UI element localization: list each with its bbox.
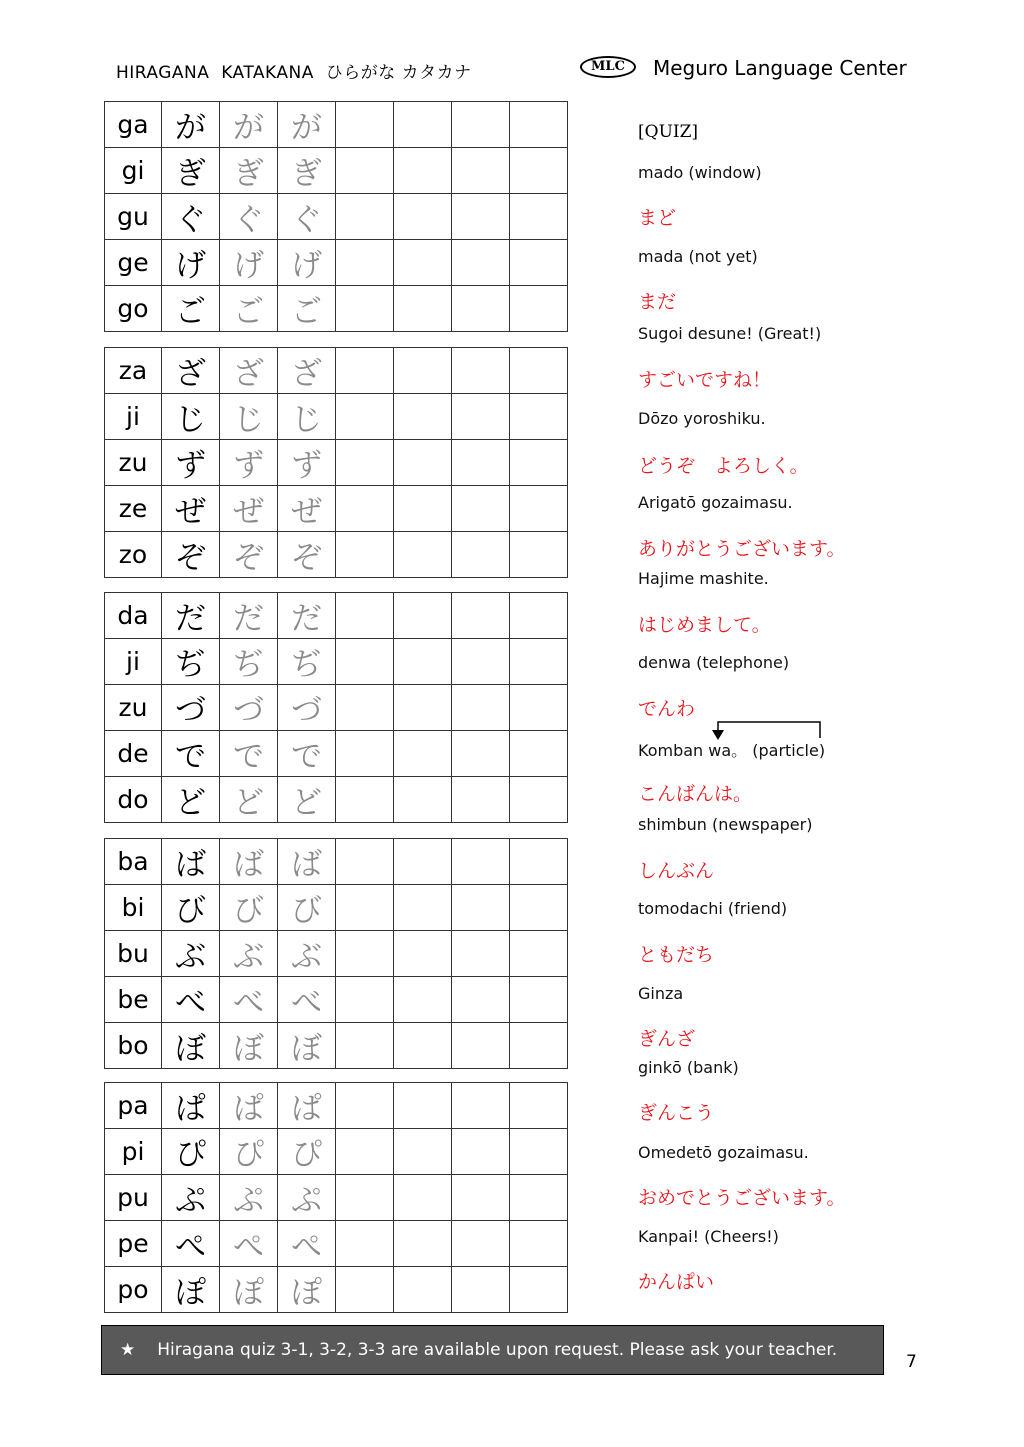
kana-cell: ぶ: [162, 931, 220, 977]
practice-box: [510, 1221, 568, 1267]
practice-box: [510, 1129, 568, 1175]
quiz-prompt: Dōzo yoroshiku.: [638, 409, 766, 428]
practice-box: [510, 102, 568, 148]
romaji-cell: za: [105, 348, 162, 394]
practice-box: [336, 1129, 394, 1175]
kana-cell: ぴ: [162, 1129, 220, 1175]
kana-trace-cell: ぞ: [220, 532, 278, 578]
kana-cell: だ: [162, 593, 220, 639]
romaji-cell: pu: [105, 1175, 162, 1221]
brand-name: Meguro Language Center: [653, 56, 907, 80]
practice-box: [452, 777, 510, 823]
romaji-cell: bi: [105, 885, 162, 931]
romaji-cell: zu: [105, 685, 162, 731]
kana-cell: ぱ: [162, 1083, 220, 1129]
practice-box: [452, 240, 510, 286]
kana-cell: ず: [162, 440, 220, 486]
table-row: [105, 685, 568, 731]
kana-trace-cell: び: [220, 885, 278, 931]
kana-trace-cell: ぼ: [220, 1023, 278, 1069]
table-row: [105, 440, 568, 486]
practice-box: [336, 148, 394, 194]
practice-box: [394, 593, 452, 639]
table-row: [105, 194, 568, 240]
practice-box: [510, 486, 568, 532]
kana-cell: ご: [162, 286, 220, 332]
romaji-cell: pa: [105, 1083, 162, 1129]
practice-box: [336, 1221, 394, 1267]
practice-box: [510, 348, 568, 394]
kana-trace-cell: ど: [220, 777, 278, 823]
practice-box: [336, 839, 394, 885]
footer-note: Hiragana quiz 3-1, 3-2, 3-3 are available upon request. Please ask your teacher.: [157, 1340, 838, 1360]
kana-trace-cell: ぞ: [278, 532, 336, 578]
practice-box: [336, 240, 394, 286]
quiz-answer-kana: こんばんは。: [638, 783, 753, 805]
practice-box: [394, 394, 452, 440]
kana-cell: ぞ: [162, 532, 220, 578]
table-row: [105, 286, 568, 332]
romaji-cell: go: [105, 286, 162, 332]
quiz-answer-kana: まど: [638, 207, 677, 229]
kana-practice-table: [104, 101, 568, 332]
kana-cell: ぷ: [162, 1175, 220, 1221]
practice-box: [336, 931, 394, 977]
practice-box: [510, 839, 568, 885]
kana-cell: ぺ: [162, 1221, 220, 1267]
practice-box: [510, 885, 568, 931]
practice-box: [336, 731, 394, 777]
romaji-cell: da: [105, 593, 162, 639]
practice-box: [510, 286, 568, 332]
quiz-prompt: shimbun (newspaper): [638, 815, 813, 834]
quiz-prompt: Hajime mashite.: [638, 569, 769, 588]
kana-trace-cell: ど: [278, 777, 336, 823]
kana-trace-cell: ぜ: [220, 486, 278, 532]
kana-trace-cell: づ: [278, 685, 336, 731]
table-row: [105, 1221, 568, 1267]
quiz-answer-kana: まだ: [638, 291, 677, 313]
practice-box: [394, 977, 452, 1023]
practice-box: [452, 593, 510, 639]
table-row: [105, 731, 568, 777]
table-row: [105, 1083, 568, 1129]
practice-box: [452, 885, 510, 931]
kana-trace-cell: ぴ: [220, 1129, 278, 1175]
footer-note-bar: [101, 1325, 884, 1375]
table-row: [105, 1129, 568, 1175]
quiz-prompt: tomodachi (friend): [638, 899, 788, 918]
practice-box: [394, 286, 452, 332]
practice-box: [510, 394, 568, 440]
practice-box: [452, 839, 510, 885]
practice-box: [452, 102, 510, 148]
kana-cell: べ: [162, 977, 220, 1023]
page-header-title: HIRAGANA KATAKANA ひらがな カタカナ: [116, 63, 472, 83]
practice-box: [336, 394, 394, 440]
practice-box: [336, 1023, 394, 1069]
kana-cell: で: [162, 731, 220, 777]
kana-cell: ざ: [162, 348, 220, 394]
kana-trace-cell: げ: [278, 240, 336, 286]
practice-box: [336, 1267, 394, 1313]
kana-practice-table: [104, 1082, 568, 1313]
practice-box: [394, 148, 452, 194]
kana-trace-cell: ぶ: [278, 931, 336, 977]
romaji-cell: ji: [105, 394, 162, 440]
practice-box: [510, 639, 568, 685]
quiz-prompt: Ginza: [638, 984, 684, 1003]
kana-trace-cell: だ: [278, 593, 336, 639]
romaji-cell: ze: [105, 486, 162, 532]
practice-box: [510, 1023, 568, 1069]
romaji-cell: ga: [105, 102, 162, 148]
practice-box: [510, 1175, 568, 1221]
kana-cell: づ: [162, 685, 220, 731]
kana-trace-cell: べ: [278, 977, 336, 1023]
quiz-prompt: Arigatō gozaimasu.: [638, 493, 793, 512]
practice-box: [394, 440, 452, 486]
kana-cell: ぽ: [162, 1267, 220, 1313]
practice-box: [510, 1267, 568, 1313]
kana-trace-cell: ば: [220, 839, 278, 885]
practice-box: [510, 593, 568, 639]
kana-trace-cell: び: [278, 885, 336, 931]
table-row: [105, 977, 568, 1023]
romaji-cell: zu: [105, 440, 162, 486]
quiz-prompt: Omedetō gozaimasu.: [638, 1143, 809, 1162]
kana-trace-cell: ぴ: [278, 1129, 336, 1175]
practice-box: [394, 1221, 452, 1267]
romaji-cell: pe: [105, 1221, 162, 1267]
quiz-answer-kana: どうぞ よろしく。: [638, 455, 809, 477]
practice-box: [394, 1175, 452, 1221]
page-number: 7: [906, 1352, 917, 1372]
romaji-cell: po: [105, 1267, 162, 1313]
kana-trace-cell: ぽ: [278, 1267, 336, 1313]
kana-trace-cell: が: [220, 102, 278, 148]
practice-box: [394, 777, 452, 823]
practice-box: [336, 486, 394, 532]
romaji-cell: be: [105, 977, 162, 1023]
practice-box: [510, 685, 568, 731]
quiz-heading: [QUIZ]: [638, 122, 699, 142]
kana-cell: ぐ: [162, 194, 220, 240]
practice-box: [510, 931, 568, 977]
kana-trace-cell: じ: [278, 394, 336, 440]
practice-box: [452, 731, 510, 777]
practice-box: [394, 931, 452, 977]
kana-trace-cell: ぽ: [220, 1267, 278, 1313]
practice-box: [336, 593, 394, 639]
quiz-answer-kana: ぎんざ: [638, 1028, 696, 1050]
practice-box: [394, 839, 452, 885]
table-row: [105, 593, 568, 639]
practice-box: [452, 1267, 510, 1313]
kana-trace-cell: ぼ: [278, 1023, 336, 1069]
kana-trace-cell: ぢ: [220, 639, 278, 685]
practice-box: [336, 194, 394, 240]
kana-trace-cell: ば: [278, 839, 336, 885]
quiz-answer-kana: ともだち: [638, 944, 715, 966]
practice-box: [452, 977, 510, 1023]
kana-cell: ど: [162, 777, 220, 823]
romaji-cell: pi: [105, 1129, 162, 1175]
practice-box: [510, 194, 568, 240]
kana-trace-cell: ざ: [278, 348, 336, 394]
table-row: [105, 839, 568, 885]
practice-box: [510, 532, 568, 578]
table-row: [105, 1267, 568, 1313]
quiz-prompt: mado (window): [638, 163, 762, 182]
quiz-answer-kana: かんぱい: [638, 1271, 715, 1293]
quiz-answer-kana: すごいですね！: [638, 369, 772, 391]
practice-box: [394, 1129, 452, 1175]
practice-box: [394, 1083, 452, 1129]
practice-box: [452, 685, 510, 731]
practice-box: [510, 1083, 568, 1129]
kana-trace-cell: じ: [220, 394, 278, 440]
practice-box: [452, 486, 510, 532]
practice-box: [394, 685, 452, 731]
quiz-prompt: Komban wa。 (particle): [638, 741, 826, 760]
practice-box: [452, 1129, 510, 1175]
kana-trace-cell: ぐ: [220, 194, 278, 240]
practice-box: [394, 1267, 452, 1313]
kana-trace-cell: ず: [220, 440, 278, 486]
practice-box: [336, 102, 394, 148]
practice-box: [452, 440, 510, 486]
practice-box: [510, 977, 568, 1023]
kana-trace-cell: で: [220, 731, 278, 777]
kana-trace-cell: ぶ: [220, 931, 278, 977]
romaji-cell: do: [105, 777, 162, 823]
table-row: [105, 1175, 568, 1221]
table-row: [105, 931, 568, 977]
practice-box: [336, 286, 394, 332]
practice-box: [452, 348, 510, 394]
table-row: [105, 240, 568, 286]
kana-trace-cell: ぐ: [278, 194, 336, 240]
practice-box: [510, 240, 568, 286]
kana-trace-cell: ぷ: [278, 1175, 336, 1221]
kana-trace-cell: ぢ: [278, 639, 336, 685]
kana-trace-cell: ぺ: [220, 1221, 278, 1267]
practice-box: [394, 348, 452, 394]
romaji-cell: bu: [105, 931, 162, 977]
practice-box: [336, 685, 394, 731]
table-row: [105, 148, 568, 194]
practice-box: [452, 931, 510, 977]
practice-box: [452, 639, 510, 685]
kana-cell: ぼ: [162, 1023, 220, 1069]
practice-box: [452, 148, 510, 194]
kana-trace-cell: ぱ: [220, 1083, 278, 1129]
kana-cell: ぎ: [162, 148, 220, 194]
kana-practice-table: [104, 347, 568, 578]
practice-box: [394, 731, 452, 777]
quiz-prompt: ginkō (bank): [638, 1058, 739, 1077]
mlc-logo: MLC: [580, 56, 636, 78]
practice-box: [452, 286, 510, 332]
practice-box: [452, 394, 510, 440]
table-row: [105, 885, 568, 931]
practice-box: [394, 1023, 452, 1069]
kana-trace-cell: ぱ: [278, 1083, 336, 1129]
romaji-cell: gi: [105, 148, 162, 194]
kana-trace-cell: だ: [220, 593, 278, 639]
practice-box: [336, 440, 394, 486]
practice-box: [394, 240, 452, 286]
quiz-prompt: Kanpai! (Cheers!): [638, 1227, 779, 1246]
kana-trace-cell: づ: [220, 685, 278, 731]
table-row: [105, 639, 568, 685]
romaji-cell: zo: [105, 532, 162, 578]
romaji-cell: de: [105, 731, 162, 777]
quiz-answer-kana: おめでとうございます。: [638, 1187, 846, 1209]
kana-cell: じ: [162, 394, 220, 440]
kana-trace-cell: ぷ: [220, 1175, 278, 1221]
practice-box: [452, 532, 510, 578]
star-icon: ★: [120, 1340, 136, 1360]
romaji-cell: bo: [105, 1023, 162, 1069]
practice-box: [394, 486, 452, 532]
practice-box: [394, 639, 452, 685]
quiz-prompt: mada (not yet): [638, 247, 758, 266]
romaji-cell: ba: [105, 839, 162, 885]
practice-box: [336, 977, 394, 1023]
practice-box: [336, 639, 394, 685]
kana-trace-cell: ご: [278, 286, 336, 332]
kana-cell: ば: [162, 839, 220, 885]
practice-box: [394, 102, 452, 148]
practice-box: [336, 885, 394, 931]
kana-trace-cell: が: [278, 102, 336, 148]
quiz-answer-kana: はじめまして。: [638, 614, 771, 636]
table-row: [105, 532, 568, 578]
practice-box: [452, 1175, 510, 1221]
table-row: [105, 777, 568, 823]
kana-cell: げ: [162, 240, 220, 286]
kana-trace-cell: べ: [220, 977, 278, 1023]
kana-trace-cell: ぺ: [278, 1221, 336, 1267]
kana-cell: び: [162, 885, 220, 931]
practice-box: [510, 777, 568, 823]
table-row: [105, 486, 568, 532]
quiz-answer-kana: ぎんこう: [638, 1102, 715, 1124]
romaji-cell: ji: [105, 639, 162, 685]
kana-trace-cell: ご: [220, 286, 278, 332]
kana-practice-table: [104, 838, 568, 1069]
practice-box: [336, 777, 394, 823]
table-row: [105, 1023, 568, 1069]
kana-cell: が: [162, 102, 220, 148]
practice-box: [510, 731, 568, 777]
table-row: [105, 394, 568, 440]
practice-box: [452, 1083, 510, 1129]
practice-box: [394, 532, 452, 578]
table-row: [105, 102, 568, 148]
quiz-answer-kana: ありがとうございます。: [638, 538, 846, 560]
quiz-answer-kana: でんわ: [638, 698, 696, 720]
kana-cell: ぢ: [162, 639, 220, 685]
practice-box: [510, 148, 568, 194]
practice-box: [510, 440, 568, 486]
practice-box: [394, 194, 452, 240]
romaji-cell: ge: [105, 240, 162, 286]
practice-box: [336, 1175, 394, 1221]
kana-trace-cell: ぎ: [278, 148, 336, 194]
table-row: [105, 348, 568, 394]
kana-trace-cell: ぜ: [278, 486, 336, 532]
kana-trace-cell: ぎ: [220, 148, 278, 194]
quiz-answer-kana: しんぶん: [638, 860, 715, 882]
practice-box: [394, 885, 452, 931]
kana-cell: ぜ: [162, 486, 220, 532]
practice-box: [336, 1083, 394, 1129]
quiz-prompt: denwa (telephone): [638, 653, 790, 672]
kana-trace-cell: げ: [220, 240, 278, 286]
kana-trace-cell: ず: [278, 440, 336, 486]
practice-box: [452, 194, 510, 240]
practice-box: [336, 532, 394, 578]
romaji-cell: gu: [105, 194, 162, 240]
kana-trace-cell: ざ: [220, 348, 278, 394]
kana-trace-cell: で: [278, 731, 336, 777]
practice-box: [452, 1221, 510, 1267]
kana-practice-table: [104, 592, 568, 823]
practice-box: [452, 1023, 510, 1069]
practice-box: [336, 348, 394, 394]
quiz-prompt: Sugoi desune! (Great!): [638, 324, 822, 343]
